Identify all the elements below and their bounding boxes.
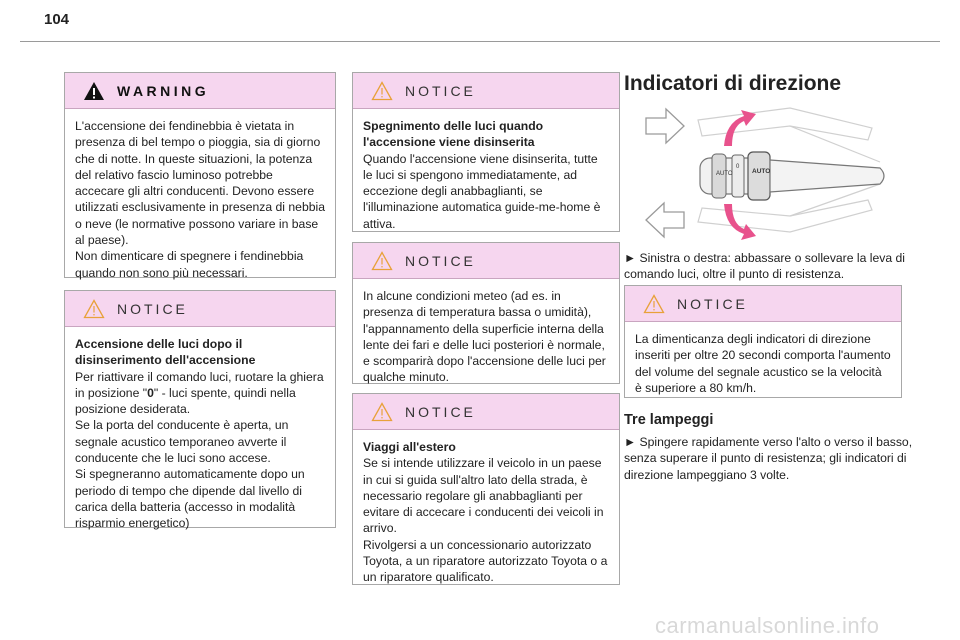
notice-text: Quando l'accensione viene disinserita, tutte le luci si spengono immediatamente, ad eccezione degli anabbaglianti, se l'illuminazione automatica guide-me-home è attiva. — [363, 151, 601, 231]
section-title: Indicatori di direzione — [624, 72, 842, 95]
notice-header — [625, 286, 901, 322]
watermark: carmanualsonline.info — [655, 613, 880, 638]
notice-triangle-icon — [371, 251, 393, 271]
notice-text-3: Si spegneranno automaticamente dopo un periodo di tempo che dipende dal livello di carica della batteria (accesso in modalità risparmio energetico) — [75, 467, 305, 531]
notice-box-turn-signal — [624, 285, 902, 398]
warning-box — [64, 72, 336, 278]
warning-title: WARNING — [117, 82, 210, 99]
down-motion-arrow-icon — [724, 204, 756, 240]
notice-box-travel-abroad — [352, 393, 620, 585]
notice-text: In alcune condizioni meteo (ad es. in presenza di temperatura bassa o umidità), l'appannamento della superficie interna della lente dei fari e delle luci posteriori è normale, e scomparirà dopo l'accensione delle luci per qualche minuto. — [363, 289, 606, 385]
notice-heading: Accensione delle luci dopo il disinserimento dell'accensione — [75, 337, 256, 368]
notice-title: NOTICE — [117, 300, 188, 317]
notice-text: Per riattivare il comando luci, ruotare la ghiera in posizione "0" - luci spente, quindi nella posizione desiderata. — [75, 369, 324, 417]
notice-box-lights-off — [352, 72, 620, 232]
notice-heading: Viaggi all'estero — [363, 440, 456, 454]
notice-title: NOTICE — [405, 82, 476, 99]
instruction-left-right: ► Sinistra o destra: abbassare o sollevare la leva di comando luci, oltre il punto di resistenza. — [624, 251, 906, 282]
notice-title: NOTICE — [677, 295, 748, 312]
warning-text: L'accensione dei fendinebbia è vietata in presenza di bel tempo o pioggia, sia di giorno che di notte. In queste situazioni, la potenza del relativo fascio luminoso potrebbe accecare gli altri conducenti. Devono essere utilizzati esclusivamente in presenza di nebbia o neve (le normative possono variare in base al paese). — [75, 119, 325, 248]
svg-text:AUTO: AUTO — [716, 171, 733, 177]
notice-header — [353, 73, 619, 109]
notice-text: La dimenticanza degli indicatori di direzione inseriti per oltre 20 secondi comporta l'aumento del volume del segnale acustico se la velocità è superiore a 80 km/h. — [635, 332, 891, 395]
notice-box-fogging — [352, 242, 620, 384]
subsection-title: Tre lampeggi — [624, 412, 714, 428]
svg-text:0: 0 — [736, 164, 740, 170]
header-rule — [20, 41, 940, 42]
instruction-three-flashes: ► Spingere rapidamente verso l'alto o verso il basso, senza superare il punto di resistenza; gli indicatori di direzione lampeggiano 3 volte. — [624, 435, 913, 482]
page-number: 104 — [44, 11, 70, 28]
notice-triangle-icon — [83, 299, 105, 319]
notice-header — [65, 291, 335, 327]
svg-text:AUTO: AUTO — [752, 168, 771, 175]
notice-text-2: Rivolgersi a un concessionario autorizzato Toyota, a un riparatore autorizzato Toyota o a un riparatore qualificato. — [363, 537, 608, 585]
warning-header — [65, 73, 335, 109]
notice-text: Se si intende utilizzare il veicolo in un paese in cui si guida sull'altro lato della strada, è necessario regolare gli anabbaglianti per evitare di accecare i conducenti dei veicoli in arrivo. — [363, 456, 604, 536]
notice-triangle-icon — [371, 402, 393, 422]
notice-box-lights-after-ignition — [64, 290, 336, 531]
notice-triangle-icon — [643, 294, 665, 314]
right-arrow-icon — [646, 109, 684, 143]
notice-heading: Spegnimento delle luci quando l'accensione viene disinserita — [363, 119, 544, 150]
notice-title: NOTICE — [405, 252, 476, 269]
notice-header — [353, 243, 619, 279]
notice-title: NOTICE — [405, 403, 476, 420]
notice-header — [353, 394, 619, 430]
warning-triangle-icon — [83, 81, 105, 101]
left-arrow-icon — [646, 203, 684, 237]
notice-text-2: Se la porta del conducente è aperta, un segnale acustico temporaneo avverte il conducente che le luci sono accese. — [75, 418, 289, 466]
turn-signal-stalk-illustration — [640, 100, 940, 250]
notice-triangle-icon — [371, 81, 393, 101]
warning-text-2: Non dimenticare di spegnere i fendinebbia quando non sono più necessari. — [75, 249, 304, 280]
